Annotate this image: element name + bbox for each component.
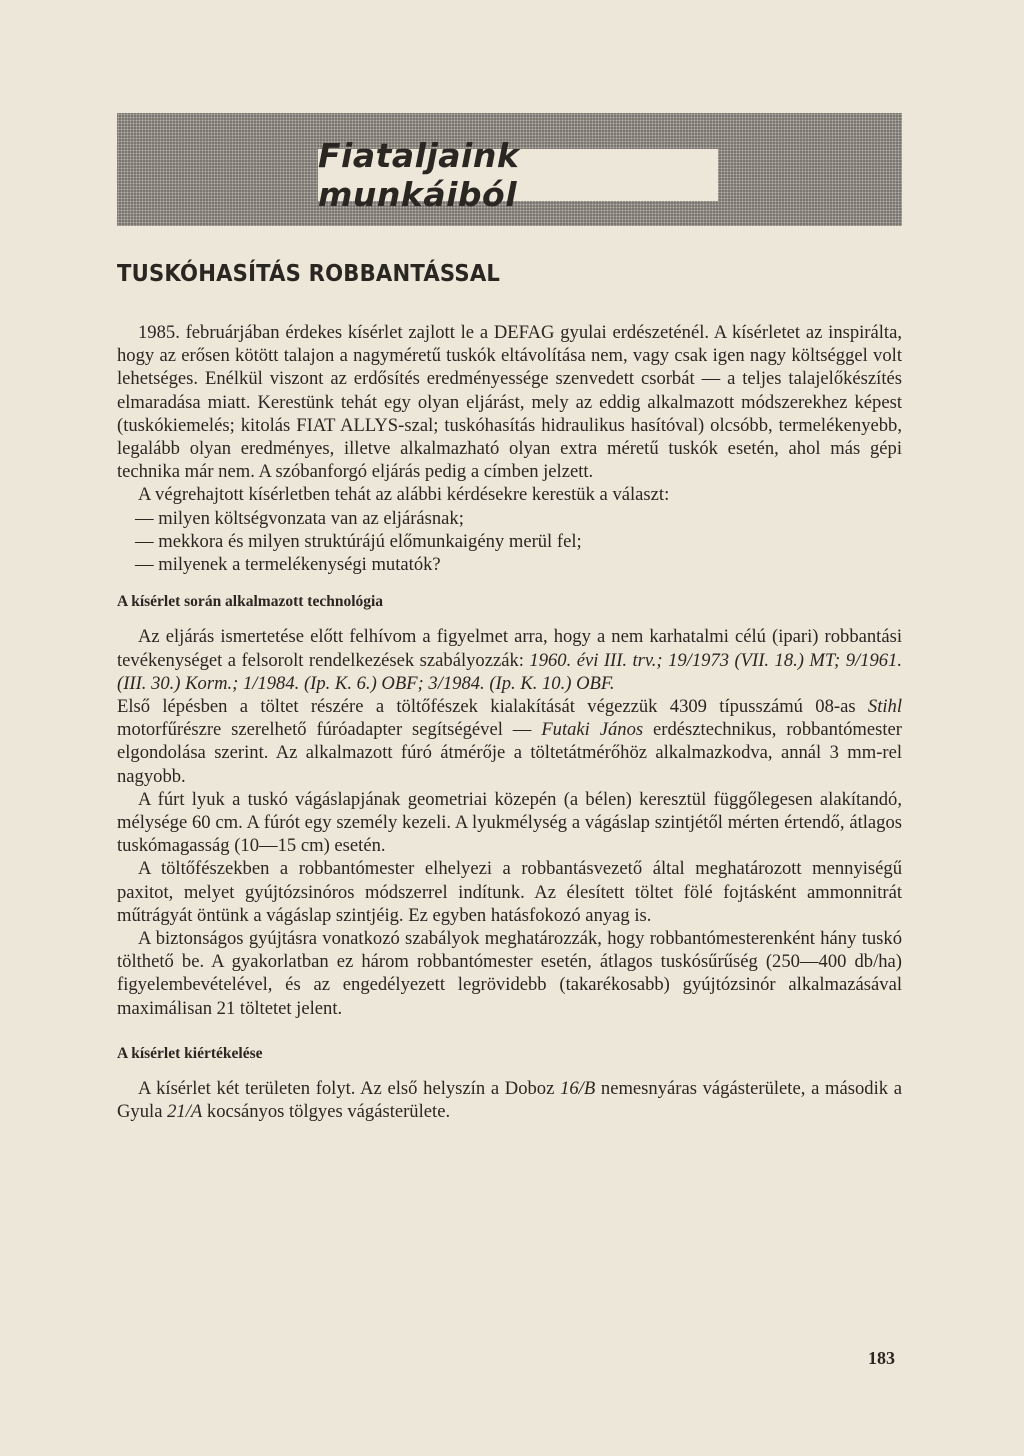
person-name: Futaki János [541, 719, 644, 741]
legal-references: 1960. évi III. trv.; 19/1973 (VII. 18.) MT; 9/1961. (III. 30.) Korm.; 1/1984. (Ip. K. 6.) OBF; 3/1984. (Ip. K. 10.) OBF. [117, 649, 902, 694]
evaluation-paragraph-1: A kísérlet két területen folyt. Az első helyszín a Doboz 16/B nemesnyáras vágásterülete, a második a Gyula 21/A kocsányos tölgyes vágásterülete. [117, 1078, 902, 1123]
section-heading-technology: A kísérlet során alkalmazott technológia [117, 593, 384, 611]
location-code: 21/A [167, 1101, 203, 1123]
intro-paragraph-1: 1985. februárjában érdekes kísérlet zajlott le a DEFAG gyulai erdészeténél. A kísérletet az inspirálta, hogy az erősen kötött talajon a nagyméretű tuskók eltávolítása nem, vagy csak igen nagy költséggel volt lehetséges. Enélkül viszont az erdősítés eredményessége szenvedett csorbát — a teljes talajelőkészítés elmaradása miatt. Kerestünk tehát egy olyan eljárást, mely az eddig alkalmazott módszerekhez képest (tuskókiemelés; kitolás FIAT ALLYS-szal; tuskóhasítás hidraulikus hasítóval) olcsóbb, termelékenyebb, legalább olyan eredményes, illetve alkalmazható olyan extra méretű tuskók esetén, ahol más gépi technika már nem. A szóbanforgó eljárás pedig a címben jelzett. [117, 322, 902, 483]
banner-label-box [318, 136, 718, 214]
intro-paragraph-2: A végrehajtott kísérletben tehát az alábbi kérdésekre kerestük a választ: [138, 484, 670, 506]
question-list [117, 507, 902, 577]
technology-paragraph-4: A töltőfészekben a robbantómester elhelyezi a robbantásvezető által meghatározott mennyiségű paxitot, melyet gyújtózsinóros módszerrel indítunk. Az élesített töltet fölé fojtásként ammonnitrát műtrágyát öntünk a vágáslap szintjéig. Ez egyben hatásfokozó anyag is. [117, 858, 902, 926]
page-number: 183 [868, 1348, 895, 1368]
banner-title: Fiataljaink munkáiból [318, 136, 520, 214]
section-banner [117, 113, 902, 226]
section-heading-evaluation: A kísérlet kiértékelése [117, 1044, 263, 1062]
question-item: — mekkora és milyen struktúrájú előmunkaigény merül fel; [135, 530, 582, 552]
technology-paragraph-5: A biztonságos gyújtásra vonatkozó szabályok meghatározzák, hogy robbantómesterenként hány tuskó tölthető be. A gyakorlatban ez három robbantómester esetén, átlagos tuskósűrűség (250—400 db/ha) figyelembevételével, és az engedélyezett legrövidebb (takarékosabb) gyújtózsinór alkalmazásával maximálisan 21 töltetet jelent. [117, 928, 902, 1019]
question-item: — milyen költségvonzata van az eljárásnak; [135, 507, 464, 529]
technology-paragraph-3: A fúrt lyuk a tuskó vágáslapjának geometriai közepén (a bélen) keresztül függőlegesen alakítandó, mélysége 60 cm. A fúrót egy személy kezeli. A lyukmélység a vágáslap szintjétől mérten értendő, átlagos tuskómagasság (10—15 cm) esetén. [117, 788, 902, 857]
article-body [117, 321, 902, 1124]
brand-name: Stihl [867, 696, 902, 718]
article-title: TUSKÓHASÍTÁS ROBBANTÁSSAL [117, 261, 501, 287]
technology-paragraph-2: Első lépésben a töltet részére a töltőfészek kialakítását végezzük 4309 típusszámú 08-as Stihl motorfűrészre szerelhető fúróadapter segítségével — Futaki János erdésztechnikus, robbantómester elgondolása szerint. Az alkalmazott fúró átmérője a töltetátmérőhöz alkalmazkodva, annál 3 mm-rel nagyobb. [117, 696, 902, 787]
location-code: 16/B [560, 1078, 596, 1100]
technology-paragraph-1: Az eljárás ismertetése előtt felhívom a figyelmet arra, hogy a nem karhatalmi célú (ipari) robbantási tevékenységet a felsorolt rendelkezések szabályozzák: 1960. évi III. trv.; 19/1973 (VII. 18.) MT; 9/1961. (III. 30.) Korm.; 1/1984. (Ip. K. 6.) OBF; 3/1984. (Ip. K. 10.) OBF. [117, 626, 902, 694]
question-item: — milyenek a termelékenységi mutatók? [135, 554, 441, 576]
